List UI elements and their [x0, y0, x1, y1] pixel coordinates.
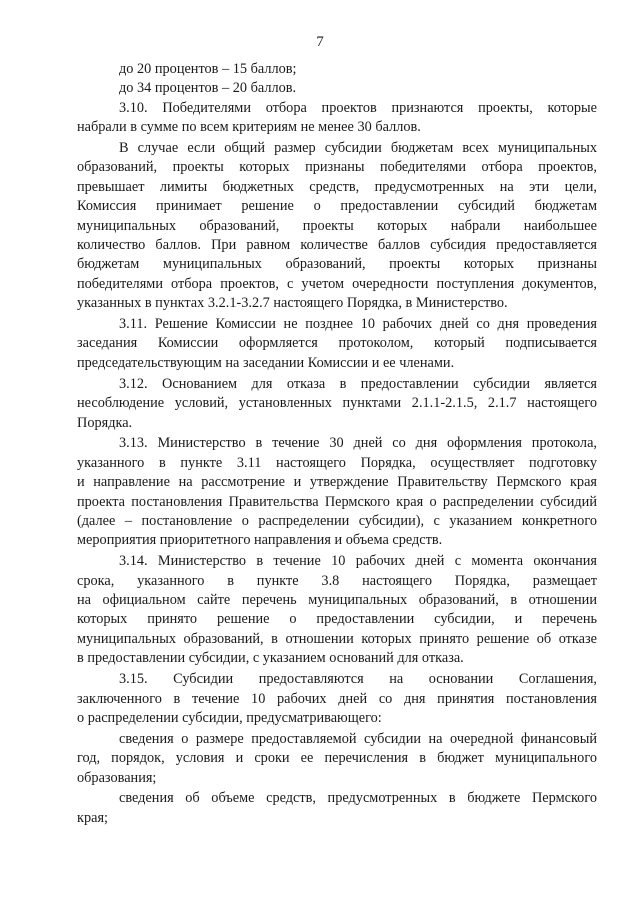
text-line: и направление на рассмотрение и утверждение Правительству Пермского края	[77, 474, 597, 491]
text-line: муниципальных образований, в отношении которых принято решение об отказе	[77, 630, 597, 647]
text-line: о распределении субсидии, предусматривающего:	[77, 709, 382, 726]
text-line: срока, указанного в пункте 3.8 настоящего Порядка, размещает	[77, 572, 597, 589]
text-line: 3.12. Основанием для отказа в предоставлении субсидии является	[119, 375, 597, 392]
text-line: проекта постановления Правительства Пермского края о распределении субсидий	[77, 493, 597, 510]
text-line: сведения о размере предоставляемой субсидии на очередной финансовый	[119, 730, 597, 747]
text-line: Комиссия принимает решение о предоставлении субсидий бюджетам	[77, 198, 597, 215]
page-number: 7	[316, 34, 324, 50]
text-line: 3.15. Субсидии предоставляются на основании Соглашения,	[119, 671, 597, 688]
text-line: указанных в пунктах 3.2.1-3.2.7 настоящего Порядка, в Министерство.	[77, 295, 508, 312]
text-line: до 20 процентов – 15 баллов;	[119, 61, 297, 77]
text-line: председательствующим на заседании Комиссии и ее членами.	[77, 354, 455, 371]
text-line: 3.11. Решение Комиссии не позднее 10 рабочих дней со дня проведения	[119, 316, 597, 333]
text-line: в предоставлении субсидии, с указанием оснований для отказа.	[77, 650, 464, 667]
document-body	[77, 60, 597, 828]
text-line: мероприятия приоритетного направления и объема средств.	[77, 532, 443, 549]
text-line: сведения об объеме средств, предусмотренных в бюджете Пермского	[119, 790, 597, 807]
text-line: набрали в сумме по всем критериям не менее 30 баллов.	[77, 119, 421, 136]
text-line: превышает лимиты бюджетных средств, предусмотренных на эти цели,	[77, 178, 597, 195]
text-line: 3.10. Победителями отбора проектов признаются проекты, которые	[119, 99, 597, 116]
text-line: до 34 процентов – 20 баллов.	[119, 80, 297, 97]
text-line: образований, проекты которых признаны победителями отбора проектов,	[77, 159, 597, 176]
text-line: образования;	[77, 769, 157, 786]
text-line: количество баллов. При равном количестве баллов субсидия предоставляется	[77, 237, 597, 254]
text-line: (далее – постановление о распределении субсидии), с указанием конкретного	[77, 512, 597, 529]
text-line: победителями отбора проектов, с учетом очередности поступления документов,	[77, 275, 597, 292]
text-line: которых принято решение о предоставлении субсидии, и перечень	[77, 611, 597, 628]
text-line: 3.14. Министерство в течение 10 рабочих дней с момента окончания	[119, 553, 597, 570]
text-line: указанного в пункте 3.11 настоящего Порядка, осуществляет подготовку	[77, 454, 597, 471]
text-line: на официальном сайте перечень муниципальных образований, в отношении	[77, 592, 597, 609]
text-line: заседания Комиссии оформляется протоколом, который подписывается	[77, 335, 597, 352]
text-line: Порядка.	[77, 414, 133, 431]
text-line: В случае если общий размер субсидии бюджетам всех муниципальных	[119, 140, 597, 157]
text-line: заключенного в течение 10 рабочих дней со дня принятия постановления	[77, 690, 597, 707]
text-line: муниципальных образований, проекты которых набрали наибольшее	[77, 217, 597, 234]
text-line: год, порядок, условия и сроки ее перечисления в бюджет муниципального	[77, 750, 597, 767]
text-line: края;	[77, 809, 108, 826]
text-line: несоблюдение условий, установленных пунктами 2.1.1-2.1.5, 2.1.7 настоящего	[77, 395, 597, 412]
text-line: 3.13. Министерство в течение 30 дней со дня оформления протокола,	[119, 435, 597, 452]
text-line: бюджетам муниципальных образований, проекты которых признаны	[77, 256, 597, 273]
